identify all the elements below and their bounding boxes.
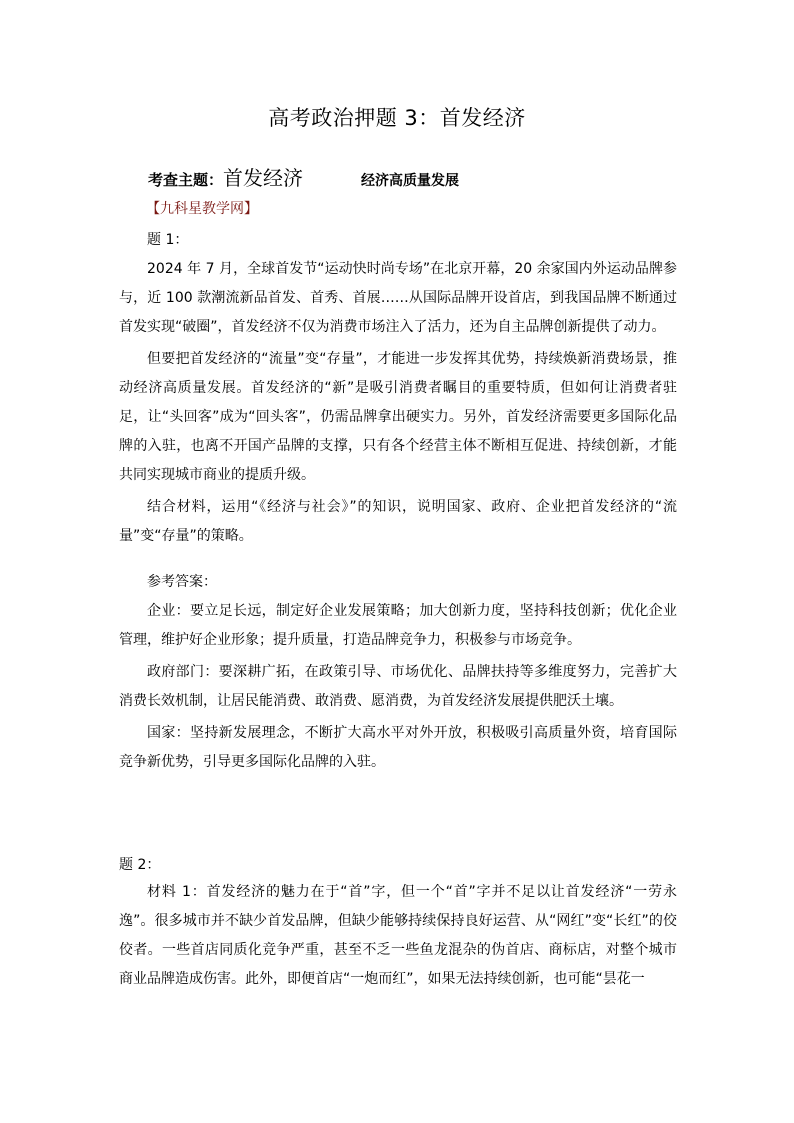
question1-paragraph: 2024 年 7 月，全球首发节“运动快时尚专场”在北京开幕，20 余家国内外运动品牌参与，近 100 款潮流新品首发、首秀、首展……从国际品牌开设首店，到我国品牌不断通过首发实现“破圈”，首发经济不仅为消费市场注入了活力，还为自主品牌创新提供了动力。 — [119, 261, 677, 335]
question1-paragraph: 结合材料，运用“《经济与社会》”的知识，说明国家、政府、企业把首发经济的“流量”变“存量”的策略。 — [119, 499, 677, 544]
topic-label: 考查主题： — [148, 171, 224, 189]
answer-paragraph: 国家：坚持新发展理念，不断扩大高水平对外开放，积极吸引高质量外资，培育国际竞争新优势，引导更多国际化品牌的入驻。 — [119, 725, 677, 770]
question1-label: 题 1： — [147, 232, 189, 248]
source-tag: 【九科星教学网】 — [146, 201, 258, 217]
question1-paragraph: 但要把首发经济的“流量”变“存量”，才能进一步发挥其优势，持续焕新消费场景，推动经济高质量发展。首发经济的“新”是吸引消费者瞩目的重要特质，但如何让消费者驻足，让“头回客”成为“回头客”，仍需品牌拿出硬实力。另外，首发经济需要更多国际化品牌的入驻，也离不开国产品牌的支撑，只有各个经营主体不断相互促进、持续创新，才能共同实现城市商业的提质升级。 — [119, 351, 677, 483]
document-title: 高考政治押题 3：首发经济 — [268, 106, 526, 130]
question1-body — [119, 255, 677, 554]
topic-line — [148, 162, 748, 188]
topic-sub: 经济高质量发展 — [361, 173, 460, 189]
answer-label: 参考答案： — [147, 574, 217, 590]
question2-body — [119, 878, 677, 997]
answer-paragraph: 企业：要立足长远，制定好企业发展策略；加大创新力度，坚持科技创新；优化企业管理，维护好企业形象；提升质量，打造品牌竞争力，积极参与市场竞争。 — [119, 603, 677, 648]
question2-label: 题 2： — [119, 857, 161, 873]
answer-body — [119, 597, 677, 780]
answer-paragraph: 政府部门：要深耕广拓，在政策引导、市场优化、品牌扶持等多维度努力，完善扩大消费长效机制，让居民能消费、敢消费、愿消费，为首发经济发展提供肥沃土壤。 — [119, 664, 677, 709]
question2-paragraph: 材料 1：首发经济的魅力在于“首”字，但一个“首”字并不足以让首发经济“一劳永逸”。很多城市并不缺少首发品牌，但缺少能够持续保持良好运营、从“网红”变“长红”的佼佼者。一些首店同质化竞争严重，甚至不乏一些鱼龙混杂的伪首店、商标店，对整个城市商业品牌造成伤害。此外，即便首店“一炮而红”，如果无法持续创新，也可能“昙花一 — [119, 884, 677, 987]
topic-main: 首发经济 — [223, 166, 304, 190]
